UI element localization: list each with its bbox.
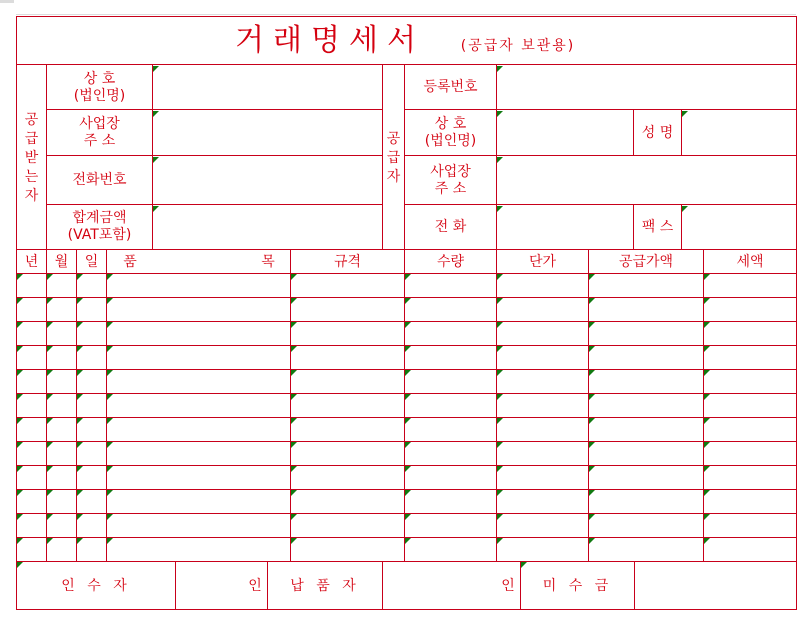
comment-marker-icon bbox=[589, 514, 595, 520]
comment-marker-icon bbox=[77, 298, 83, 304]
footer-col-line bbox=[382, 561, 383, 610]
col-supply-price-header: 공급가액 bbox=[618, 253, 674, 270]
supplier-name-label: 성 명 bbox=[641, 124, 674, 141]
title-divider bbox=[16, 64, 797, 65]
comment-marker-icon bbox=[589, 418, 595, 424]
comment-marker-icon bbox=[405, 322, 411, 328]
comment-marker-icon bbox=[704, 370, 710, 376]
comment-marker-icon bbox=[497, 538, 503, 544]
comment-marker-icon bbox=[589, 370, 595, 376]
comment-marker-icon bbox=[77, 274, 83, 280]
comment-marker-icon bbox=[291, 466, 297, 472]
comment-marker-icon bbox=[107, 538, 113, 544]
comment-marker-icon bbox=[497, 322, 503, 328]
frame-top bbox=[16, 16, 797, 17]
comment-marker-icon bbox=[589, 274, 595, 280]
comment-marker-icon bbox=[405, 490, 411, 496]
receiver-address-label: 사업장 주 소 bbox=[79, 116, 120, 149]
col-unit-price-header: 단가 bbox=[528, 253, 557, 270]
comment-marker-icon bbox=[47, 514, 53, 520]
comment-marker-icon bbox=[77, 538, 83, 544]
comment-marker-icon bbox=[704, 490, 710, 496]
comment-marker-icon bbox=[17, 490, 23, 496]
supplier-reg-no-label: 등록번호 bbox=[423, 79, 478, 95]
comment-marker-icon bbox=[704, 346, 710, 352]
col-item-header-a: 품 bbox=[123, 253, 137, 270]
comment-marker-icon bbox=[47, 490, 53, 496]
comment-marker-icon bbox=[405, 370, 411, 376]
comment-marker-icon bbox=[704, 394, 710, 400]
comment-marker-icon bbox=[589, 298, 595, 304]
comment-marker-icon bbox=[107, 370, 113, 376]
comment-marker-icon bbox=[405, 418, 411, 424]
supplier-phone-label: 전 화 bbox=[434, 218, 467, 235]
comment-marker-icon bbox=[153, 157, 159, 163]
document-subtitle: (공급자 보관용) bbox=[460, 37, 576, 54]
footer-deliverer-label: 납 품 자 bbox=[290, 577, 360, 594]
comment-marker-icon bbox=[47, 466, 53, 472]
document-title: 거래명세서 bbox=[235, 22, 425, 58]
col-month-header: 월 bbox=[54, 253, 69, 270]
comment-marker-icon bbox=[47, 538, 53, 544]
comment-marker-icon bbox=[405, 394, 411, 400]
supplier-fax-label: 팩 스 bbox=[641, 218, 674, 235]
comment-marker-icon bbox=[153, 66, 159, 72]
frame-bottom bbox=[16, 609, 797, 610]
comment-marker-icon bbox=[17, 370, 23, 376]
comment-marker-icon bbox=[47, 274, 53, 280]
comment-marker-icon bbox=[47, 322, 53, 328]
supplier-group-label: 공 급 자 bbox=[386, 130, 401, 185]
supplier-company-label: 상 호 (법인명) bbox=[424, 116, 477, 149]
comment-marker-icon bbox=[47, 442, 53, 448]
comment-marker-icon bbox=[107, 514, 113, 520]
comment-marker-icon bbox=[47, 370, 53, 376]
comment-marker-icon bbox=[405, 442, 411, 448]
sheet-edge-top bbox=[16, 14, 796, 15]
comment-marker-icon bbox=[17, 274, 23, 280]
grid-line bbox=[46, 109, 383, 110]
comment-marker-icon bbox=[107, 418, 113, 424]
col-day-header: 일 bbox=[84, 253, 99, 270]
comment-marker-icon bbox=[704, 274, 710, 280]
comment-marker-icon bbox=[589, 538, 595, 544]
comment-marker-icon bbox=[47, 298, 53, 304]
col-item-header-b: 목 bbox=[261, 253, 275, 270]
supplier-address-label: 사업장 주 소 bbox=[430, 163, 471, 197]
comment-marker-icon bbox=[589, 490, 595, 496]
comment-marker-icon bbox=[291, 418, 297, 424]
comment-marker-icon bbox=[405, 274, 411, 280]
comment-marker-icon bbox=[17, 298, 23, 304]
comment-marker-icon bbox=[17, 442, 23, 448]
comment-marker-icon bbox=[291, 370, 297, 376]
comment-marker-icon bbox=[291, 442, 297, 448]
comment-marker-icon bbox=[589, 442, 595, 448]
header-bottom bbox=[16, 249, 797, 250]
comment-marker-icon bbox=[704, 514, 710, 520]
comment-marker-icon bbox=[497, 274, 503, 280]
receiver-phone-label: 전화번호 bbox=[72, 172, 127, 188]
comment-marker-icon bbox=[47, 346, 53, 352]
comment-marker-icon bbox=[497, 111, 503, 117]
comment-marker-icon bbox=[107, 442, 113, 448]
comment-marker-icon bbox=[153, 111, 159, 117]
comment-marker-icon bbox=[704, 298, 710, 304]
comment-marker-icon bbox=[589, 322, 595, 328]
comment-marker-icon bbox=[704, 442, 710, 448]
receiver-group-label: 공 급 받 는 자 bbox=[24, 111, 39, 204]
col-year-header: 년 bbox=[24, 253, 39, 270]
comment-marker-icon bbox=[291, 322, 297, 328]
comment-marker-icon bbox=[405, 346, 411, 352]
comment-marker-icon bbox=[497, 298, 503, 304]
comment-marker-icon bbox=[77, 490, 83, 496]
comment-marker-icon bbox=[107, 274, 113, 280]
comment-marker-icon bbox=[497, 370, 503, 376]
comment-marker-icon bbox=[589, 394, 595, 400]
comment-marker-icon bbox=[47, 418, 53, 424]
receiver-company-label: 상 호 (법인명) bbox=[73, 70, 126, 104]
comment-marker-icon bbox=[107, 346, 113, 352]
footer-receiver-label: 인 수 자 bbox=[61, 577, 131, 594]
comment-marker-icon bbox=[77, 466, 83, 472]
footer-seal-1: 인 bbox=[248, 577, 262, 594]
footer-seal-2: 인 bbox=[501, 577, 515, 594]
comment-marker-icon bbox=[497, 66, 503, 72]
comment-marker-icon bbox=[77, 370, 83, 376]
comment-marker-icon bbox=[17, 538, 23, 544]
comment-marker-icon bbox=[107, 394, 113, 400]
comment-marker-icon bbox=[405, 538, 411, 544]
comment-marker-icon bbox=[405, 514, 411, 520]
comment-marker-icon bbox=[682, 206, 688, 212]
comment-marker-icon bbox=[704, 322, 710, 328]
comment-marker-icon bbox=[17, 322, 23, 328]
col-qty-header: 수량 bbox=[436, 253, 465, 270]
comment-marker-icon bbox=[497, 394, 503, 400]
footer-col-line bbox=[634, 561, 635, 610]
comment-marker-icon bbox=[107, 490, 113, 496]
footer-unpaid-label: 미 수 금 bbox=[542, 577, 613, 594]
frame-right bbox=[796, 16, 797, 610]
comment-marker-icon bbox=[589, 346, 595, 352]
comment-marker-icon bbox=[77, 346, 83, 352]
sheet-edge bbox=[0, 0, 14, 3]
comment-marker-icon bbox=[291, 274, 297, 280]
comment-marker-icon bbox=[17, 514, 23, 520]
col-tax-header: 세액 bbox=[736, 253, 764, 270]
comment-marker-icon bbox=[704, 418, 710, 424]
comment-marker-icon bbox=[589, 466, 595, 472]
comment-marker-icon bbox=[497, 206, 503, 212]
comment-marker-icon bbox=[497, 157, 503, 163]
comment-marker-icon bbox=[291, 298, 297, 304]
grid-line bbox=[404, 109, 797, 110]
grid-line bbox=[46, 155, 383, 156]
comment-marker-icon bbox=[107, 322, 113, 328]
comment-marker-icon bbox=[291, 538, 297, 544]
comment-marker-icon bbox=[405, 466, 411, 472]
comment-marker-icon bbox=[17, 346, 23, 352]
table-bottom bbox=[16, 561, 797, 562]
comment-marker-icon bbox=[107, 298, 113, 304]
comment-marker-icon bbox=[47, 394, 53, 400]
receiver-total-label: 합계금액 (VAT포함) bbox=[67, 210, 132, 243]
comment-marker-icon bbox=[704, 538, 710, 544]
comment-marker-icon bbox=[291, 514, 297, 520]
comment-marker-icon bbox=[497, 418, 503, 424]
comment-marker-icon bbox=[704, 466, 710, 472]
comment-marker-icon bbox=[291, 394, 297, 400]
comment-marker-icon bbox=[682, 111, 688, 117]
comment-marker-icon bbox=[153, 206, 159, 212]
comment-marker-icon bbox=[17, 418, 23, 424]
comment-marker-icon bbox=[405, 298, 411, 304]
grid-line bbox=[404, 155, 797, 156]
comment-marker-icon bbox=[77, 394, 83, 400]
comment-marker-icon bbox=[497, 442, 503, 448]
col-spec-header: 규격 bbox=[333, 253, 362, 270]
comment-marker-icon bbox=[107, 466, 113, 472]
comment-marker-icon bbox=[77, 442, 83, 448]
comment-marker-icon bbox=[497, 346, 503, 352]
comment-marker-icon bbox=[17, 466, 23, 472]
comment-marker-icon bbox=[497, 514, 503, 520]
footer-col-line bbox=[175, 561, 176, 610]
comment-marker-icon bbox=[17, 394, 23, 400]
comment-marker-icon bbox=[77, 418, 83, 424]
comment-marker-icon bbox=[497, 466, 503, 472]
comment-marker-icon bbox=[77, 514, 83, 520]
comment-marker-icon bbox=[77, 322, 83, 328]
comment-marker-icon bbox=[291, 490, 297, 496]
comment-marker-icon bbox=[497, 490, 503, 496]
comment-marker-icon bbox=[291, 346, 297, 352]
